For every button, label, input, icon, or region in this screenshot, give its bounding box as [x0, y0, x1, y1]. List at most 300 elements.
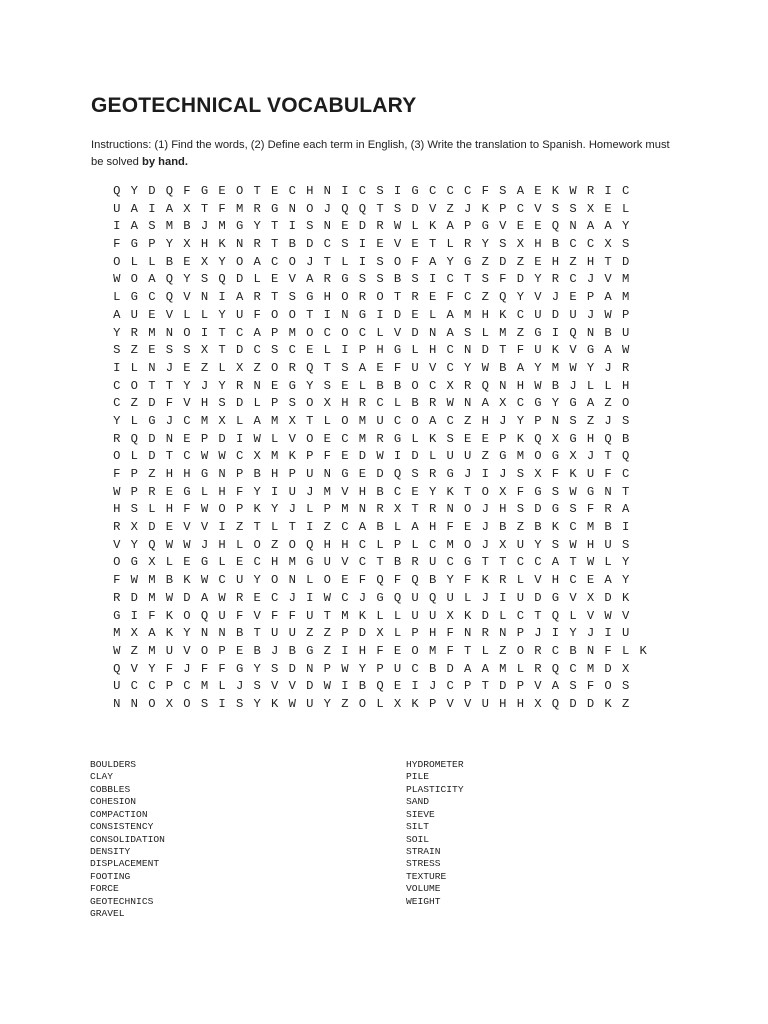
grid-letter: P: [358, 343, 367, 358]
grid-letter: Y: [464, 360, 472, 375]
grid-letter: T: [253, 626, 261, 641]
grid-letter: N: [569, 219, 577, 234]
grid-letter: F: [481, 184, 489, 198]
grid-letter: I: [411, 679, 419, 694]
grid-letter: I: [271, 484, 279, 499]
grid-letter: N: [604, 484, 612, 499]
grid-letter: C: [323, 237, 331, 252]
grid-letter: T: [218, 343, 226, 358]
grid-letter: G: [464, 254, 472, 269]
grid-letter: F: [393, 573, 402, 588]
grid-letter: I: [130, 608, 138, 623]
grid-letter: N: [464, 626, 472, 641]
grid-letter: A: [200, 590, 209, 605]
grid-letter: O: [323, 573, 331, 588]
grid-letter: B: [621, 431, 630, 446]
grid-letter: G: [358, 307, 367, 322]
grid-letter: U: [113, 679, 121, 694]
grid-letter: O: [183, 696, 191, 711]
grid-letter: V: [499, 219, 507, 234]
grid-letter: C: [446, 413, 454, 428]
grid-letter: K: [165, 626, 174, 641]
grid-letter: L: [516, 661, 525, 676]
grid-letter: N: [446, 502, 454, 517]
grid-letter: V: [446, 696, 454, 711]
grid-letter: S: [569, 413, 577, 428]
grid-letter: E: [411, 484, 419, 499]
grid-letter: G: [481, 219, 489, 234]
grid-letter: W: [113, 643, 121, 658]
grid-row: [108, 342, 652, 360]
word-list-item: STRAIN: [406, 845, 441, 857]
word-list-item: CONSOLIDATION: [90, 833, 165, 845]
grid-letter: Q: [113, 661, 121, 676]
word-list-item: STRESS: [406, 858, 441, 870]
grid-letter: H: [499, 696, 507, 711]
grid-letter: J: [200, 537, 209, 552]
grid-letter: Q: [551, 696, 560, 711]
grid-row: [108, 466, 652, 484]
grid-letter: X: [534, 467, 542, 481]
grid-letter: N: [253, 378, 261, 393]
grid-letter: Z: [323, 626, 331, 641]
grid-letter: N: [586, 643, 595, 658]
grid-letter: C: [464, 184, 472, 198]
grid-letter: J: [464, 201, 472, 216]
grid-letter: L: [411, 431, 419, 446]
grid-letter: L: [130, 413, 138, 428]
grid-letter: J: [586, 449, 595, 464]
grid-letter: C: [130, 679, 138, 694]
grid-letter: K: [639, 643, 647, 658]
grid-letter: R: [288, 360, 296, 375]
grid-letter: I: [341, 184, 349, 198]
grid-letter: F: [113, 467, 121, 481]
grid-letter: A: [446, 219, 454, 234]
grid-letter: S: [323, 378, 331, 393]
grid-letter: S: [551, 201, 560, 216]
grid-row: [108, 554, 652, 572]
grid-letter: G: [586, 343, 595, 358]
grid-letter: K: [253, 502, 261, 517]
grid-letter: E: [569, 290, 577, 305]
grid-letter: P: [130, 467, 138, 481]
grid-letter: W: [534, 378, 542, 393]
grid-letter: G: [551, 590, 560, 605]
grid-letter: M: [586, 661, 595, 676]
grid-row: [108, 678, 652, 696]
grid-row: [108, 448, 652, 466]
grid-letter: C: [113, 396, 121, 411]
grid-letter: D: [534, 502, 542, 517]
grid-letter: I: [113, 219, 121, 234]
grid-letter: E: [341, 573, 349, 588]
grid-letter: T: [253, 520, 261, 535]
grid-letter: W: [569, 537, 577, 552]
grid-letter: F: [183, 184, 191, 198]
grid-letter: K: [551, 184, 560, 198]
grid-letter: F: [376, 643, 384, 658]
grid-letter: Q: [165, 272, 174, 287]
grid-letter: N: [323, 219, 331, 234]
grid-letter: X: [235, 360, 244, 375]
grid-letter: R: [358, 396, 367, 411]
grid-letter: W: [586, 555, 595, 570]
grid-letter: R: [376, 502, 384, 517]
grid-letter: T: [464, 272, 472, 287]
grid-letter: I: [481, 467, 489, 481]
grid-letter: T: [165, 449, 174, 464]
word-list-item: CLAY: [90, 771, 114, 783]
grid-letter: J: [288, 590, 296, 605]
grid-letter: V: [183, 290, 191, 305]
grid-letter: K: [411, 696, 419, 711]
grid-letter: E: [148, 343, 156, 358]
grid-letter: D: [148, 449, 156, 464]
grid-letter: C: [569, 520, 577, 535]
grid-letter: B: [253, 643, 261, 658]
grid-letter: O: [271, 360, 279, 375]
grid-letter: A: [481, 396, 489, 411]
grid-letter: N: [288, 201, 296, 216]
grid-letter: Z: [569, 254, 577, 269]
grid-row: [108, 537, 652, 555]
grid-letter: A: [604, 219, 612, 234]
grid-letter: A: [604, 290, 612, 305]
grid-letter: C: [464, 290, 472, 305]
grid-letter: C: [446, 184, 454, 198]
grid-letter: R: [428, 467, 437, 481]
grid-letter: A: [130, 201, 138, 216]
grid-letter: M: [271, 449, 279, 464]
grid-letter: U: [428, 555, 437, 570]
grid-letter: P: [516, 679, 525, 694]
grid-letter: X: [569, 449, 577, 464]
grid-letter: C: [235, 449, 244, 464]
grid-letter: L: [376, 608, 384, 623]
grid-letter: Y: [323, 696, 331, 711]
grid-letter: A: [235, 290, 244, 305]
grid-letter: W: [481, 360, 489, 375]
grid-letter: Q: [411, 573, 419, 588]
grid-letter: Z: [499, 643, 507, 658]
word-list-item: CONSISTENCY: [90, 821, 154, 833]
instructions-text: Instructions: (1) Find the words, (2) Define each term in English, (3) Write the translation to Spanish. Homework must be solved: [91, 139, 670, 168]
grid-letter: W: [288, 696, 296, 711]
grid-letter: C: [586, 237, 595, 252]
grid-letter: P: [464, 219, 472, 234]
grid-letter: A: [253, 254, 261, 269]
grid-letter: B: [288, 643, 296, 658]
grid-letter: S: [218, 396, 226, 411]
grid-letter: F: [446, 520, 454, 535]
grid-letter: U: [130, 307, 138, 322]
grid-letter: E: [481, 431, 489, 446]
word-list-item: DISPLACEMENT: [90, 858, 160, 870]
grid-letter: S: [464, 325, 472, 340]
grid-row: [108, 661, 652, 679]
grid-letter: V: [464, 696, 472, 711]
grid-letter: L: [130, 254, 138, 269]
grid-letter: A: [516, 360, 525, 375]
grid-letter: P: [288, 467, 296, 481]
grid-letter: G: [376, 590, 384, 605]
grid-letter: V: [341, 555, 349, 570]
grid-letter: L: [376, 537, 384, 552]
grid-letter: F: [271, 608, 279, 623]
grid-letter: D: [393, 307, 402, 322]
grid-letter: Q: [499, 290, 507, 305]
grid-letter: Y: [183, 626, 191, 641]
grid-letter: L: [218, 360, 226, 375]
grid-letter: U: [323, 555, 331, 570]
grid-letter: D: [130, 590, 138, 605]
grid-letter: E: [183, 360, 191, 375]
grid-letter: T: [323, 608, 331, 623]
grid-letter: E: [271, 272, 279, 287]
grid-letter: T: [165, 378, 174, 393]
grid-letter: D: [604, 661, 612, 676]
grid-letter: O: [393, 254, 402, 269]
grid-letter: Z: [481, 449, 489, 464]
grid-letter: Q: [376, 679, 384, 694]
grid-letter: Q: [551, 219, 560, 234]
grid-letter: H: [516, 696, 525, 711]
grid-letter: D: [148, 520, 156, 535]
grid-letter: V: [534, 679, 542, 694]
grid-letter: W: [113, 272, 121, 287]
grid-letter: Y: [534, 537, 542, 552]
grid-letter: D: [235, 343, 244, 358]
grid-letter: S: [499, 184, 507, 198]
grid-letter: H: [341, 537, 349, 552]
grid-letter: O: [306, 201, 314, 216]
grid-letter: C: [551, 643, 560, 658]
word-list-item: SAND: [406, 796, 430, 808]
grid-letter: A: [253, 325, 261, 340]
grid-letter: O: [235, 254, 244, 269]
grid-letter: P: [516, 626, 525, 641]
grid-letter: V: [569, 343, 577, 358]
grid-letter: L: [428, 307, 437, 322]
grid-letter: V: [341, 484, 349, 499]
grid-letter: I: [148, 201, 156, 216]
grid-letter: R: [411, 290, 419, 305]
grid-letter: X: [253, 449, 261, 464]
grid-letter: O: [200, 643, 209, 658]
grid-letter: V: [183, 520, 191, 535]
grid-letter: O: [235, 184, 244, 198]
grid-letter: J: [165, 413, 174, 428]
grid-letter: L: [393, 520, 402, 535]
grid-letter: F: [183, 502, 191, 517]
grid-letter: R: [235, 590, 244, 605]
word-list-item: FOOTING: [90, 870, 131, 882]
grid-letter: J: [534, 626, 542, 641]
grid-letter: C: [358, 184, 367, 198]
grid-letter: R: [411, 555, 419, 570]
grid-letter: V: [288, 272, 296, 287]
page-title: GEOTECHNICAL VOCABULARY: [91, 94, 417, 117]
grid-letter: O: [148, 696, 156, 711]
grid-letter: S: [411, 467, 419, 481]
grid-letter: C: [358, 537, 367, 552]
grid-letter: X: [534, 696, 542, 711]
grid-letter: C: [428, 378, 437, 393]
grid-letter: F: [516, 343, 525, 358]
grid-letter: F: [393, 360, 402, 375]
grid-letter: X: [586, 201, 595, 216]
grid-letter: H: [200, 396, 209, 411]
grid-letter: G: [200, 184, 209, 198]
grid-letter: K: [551, 520, 560, 535]
grid-letter: Y: [446, 254, 454, 269]
grid-letter: Y: [621, 555, 630, 570]
grid-letter: K: [569, 467, 577, 481]
grid-letter: F: [323, 449, 331, 464]
grid-letter: X: [130, 520, 138, 535]
grid-letter: G: [130, 237, 138, 252]
grid-letter: A: [604, 343, 612, 358]
grid-row: [108, 236, 652, 254]
grid-letter: N: [235, 237, 244, 252]
grid-letter: H: [218, 537, 226, 552]
grid-letter: Z: [235, 520, 244, 535]
grid-letter: T: [393, 290, 402, 305]
grid-letter: M: [499, 661, 507, 676]
grid-letter: Z: [621, 696, 630, 711]
grid-letter: E: [271, 184, 279, 198]
grid-letter: G: [235, 219, 244, 234]
grid-letter: C: [253, 555, 261, 570]
grid-letter: J: [586, 307, 595, 322]
grid-letter: X: [551, 431, 560, 446]
grid-letter: Y: [253, 219, 261, 234]
grid-letter: S: [551, 484, 560, 499]
grid-letter: S: [253, 679, 261, 694]
grid-letter: U: [411, 608, 419, 623]
grid-letter: F: [165, 396, 174, 411]
grid-letter: E: [253, 590, 261, 605]
grid-letter: S: [621, 237, 630, 252]
grid-letter: E: [516, 219, 525, 234]
grid-letter: F: [586, 502, 595, 517]
grid-letter: Q: [621, 449, 630, 464]
grid-letter: D: [534, 590, 542, 605]
grid-letter: T: [621, 484, 630, 499]
grid-letter: H: [165, 502, 174, 517]
grid-letter: F: [464, 573, 472, 588]
grid-letter: S: [569, 502, 577, 517]
grid-letter: U: [393, 661, 402, 676]
grid-letter: G: [306, 290, 314, 305]
grid-letter: N: [358, 502, 367, 517]
grid-letter: T: [481, 679, 489, 694]
grid-letter: C: [516, 608, 525, 623]
grid-letter: C: [218, 573, 226, 588]
grid-letter: I: [113, 360, 121, 375]
grid-letter: J: [306, 484, 314, 499]
grid-letter: S: [516, 467, 525, 481]
grid-letter: T: [464, 484, 472, 499]
grid-letter: X: [446, 608, 454, 623]
grid-letter: Y: [130, 537, 138, 552]
grid-letter: M: [148, 590, 156, 605]
grid-letter: Y: [534, 360, 542, 375]
grid-letter: W: [183, 537, 191, 552]
grid-letter: E: [341, 378, 349, 393]
grid-letter: V: [130, 661, 138, 676]
grid-letter: A: [130, 219, 138, 234]
grid-letter: X: [200, 254, 209, 269]
grid-row: [108, 519, 652, 537]
grid-letter: D: [499, 254, 507, 269]
grid-letter: C: [516, 555, 525, 570]
grid-letter: V: [621, 608, 630, 623]
grid-letter: R: [376, 219, 384, 234]
grid-letter: J: [200, 219, 209, 234]
grid-letter: L: [165, 555, 174, 570]
grid-letter: E: [604, 201, 612, 216]
grid-row: [108, 484, 652, 502]
grid-letter: E: [341, 219, 349, 234]
grid-letter: E: [323, 431, 331, 446]
grid-letter: S: [288, 290, 296, 305]
grid-letter: W: [253, 431, 261, 446]
grid-letter: W: [218, 590, 226, 605]
grid-letter: D: [446, 661, 454, 676]
grid-letter: A: [253, 413, 261, 428]
grid-letter: O: [341, 325, 349, 340]
grid-letter: C: [446, 679, 454, 694]
grid-letter: A: [358, 360, 367, 375]
grid-letter: E: [534, 254, 542, 269]
grid-letter: U: [428, 608, 437, 623]
grid-letter: G: [569, 396, 577, 411]
grid-letter: T: [148, 378, 156, 393]
grid-letter: L: [271, 520, 279, 535]
word-list-item: COMPACTION: [90, 808, 148, 820]
grid-letter: J: [165, 360, 174, 375]
grid-letter: T: [306, 413, 314, 428]
grid-letter: T: [411, 502, 419, 517]
grid-letter: L: [586, 378, 595, 393]
grid-letter: E: [235, 643, 244, 658]
grid-letter: X: [130, 626, 138, 641]
grid-letter: H: [358, 643, 367, 658]
grid-letter: G: [130, 555, 138, 570]
grid-row: [108, 360, 652, 378]
grid-letter: Z: [516, 325, 525, 340]
grid-letter: M: [341, 502, 349, 517]
grid-letter: U: [411, 590, 419, 605]
grid-letter: Z: [130, 643, 138, 658]
grid-letter: Y: [306, 378, 314, 393]
grid-letter: Y: [569, 626, 577, 641]
grid-letter: A: [446, 307, 454, 322]
grid-letter: P: [271, 325, 279, 340]
grid-letter: L: [235, 413, 244, 428]
grid-letter: D: [306, 679, 314, 694]
grid-letter: C: [271, 590, 279, 605]
grid-letter: K: [218, 237, 226, 252]
grid-letter: B: [235, 626, 244, 641]
grid-letter: L: [148, 254, 156, 269]
grid-letter: S: [551, 537, 560, 552]
grid-letter: I: [200, 325, 209, 340]
grid-letter: M: [235, 201, 244, 216]
grid-letter: O: [306, 431, 314, 446]
